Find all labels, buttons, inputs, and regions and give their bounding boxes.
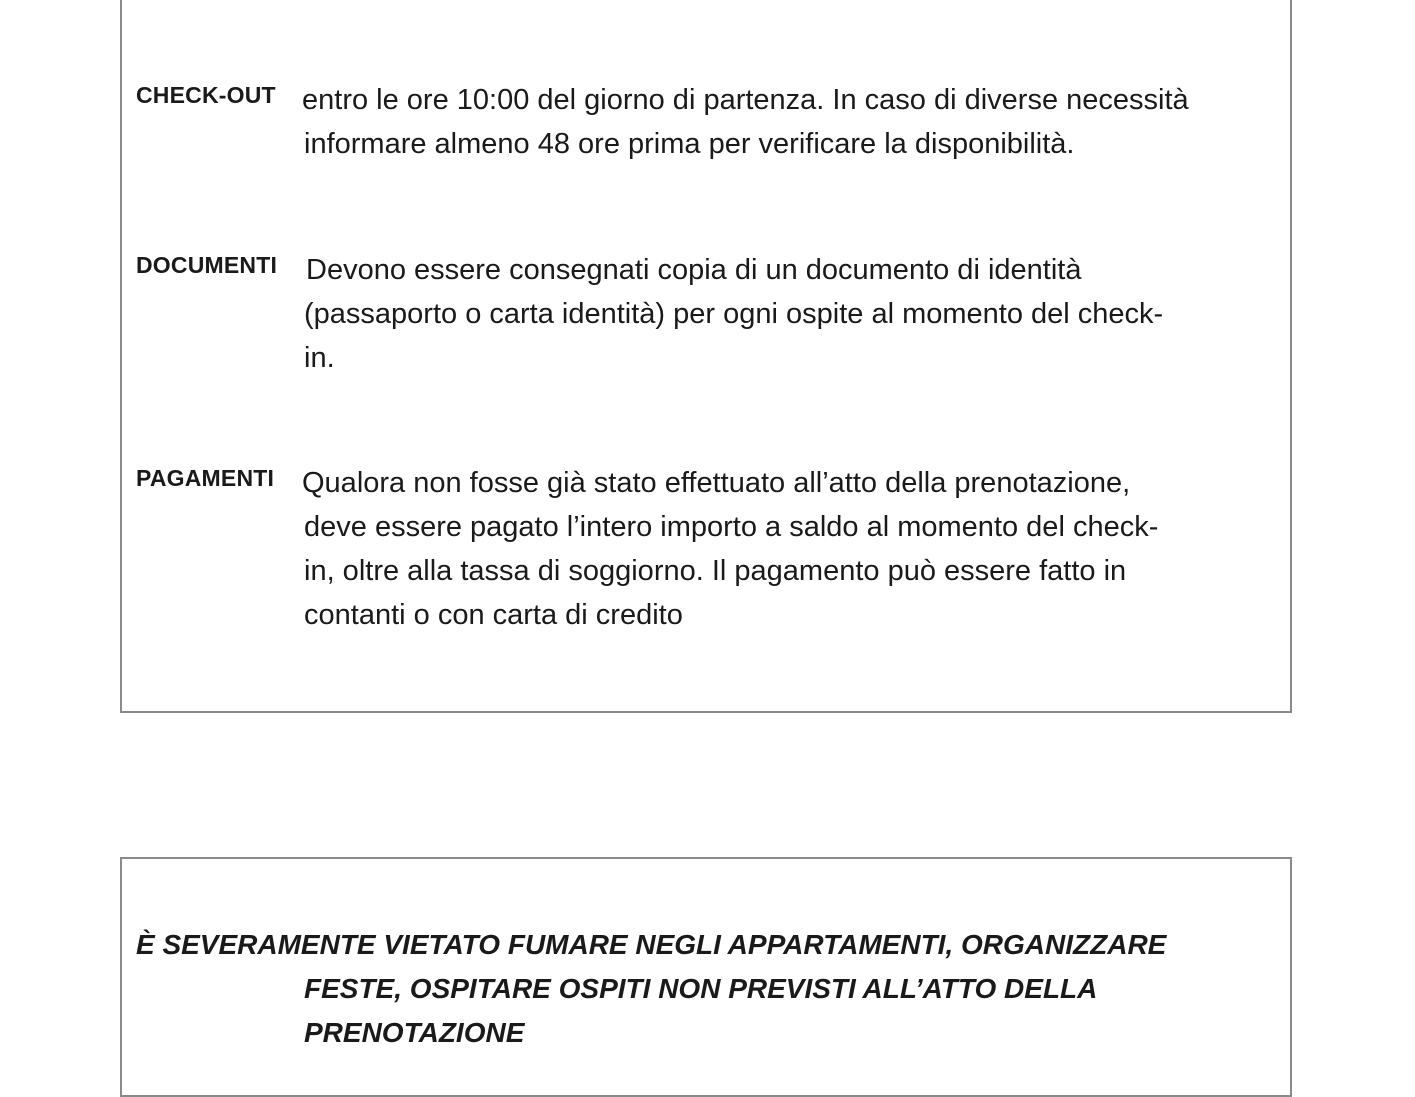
documenti-line: Devono essere consegnati copia di un documento di identità bbox=[306, 254, 1082, 286]
documenti-line: in. bbox=[304, 342, 335, 374]
pagamenti-line: Qualora non fosse già stato effettuato all’atto della prenotazione, bbox=[302, 467, 1131, 499]
pagamenti-line: deve essere pagato l’intero importo a saldo al momento del check- bbox=[304, 511, 1159, 543]
warning-line: PRENOTAZIONE bbox=[304, 1017, 525, 1048]
pagamenti-text bbox=[304, 461, 1284, 637]
documenti-line: (passaporto o carta identità) per ogni ospite al momento del check- bbox=[304, 298, 1164, 330]
warning-line: FESTE, OSPITARE OSPITI NON PREVISTI ALL’ATTO DELLA bbox=[304, 973, 1098, 1004]
documenti-label: DOCUMENTI bbox=[136, 252, 278, 278]
pagamenti-line: contanti o con carta di credito bbox=[304, 599, 683, 631]
documenti-text bbox=[304, 248, 1284, 380]
checkout-label: CHECK-OUT bbox=[136, 82, 276, 108]
warning-line: È SEVERAMENTE VIETATO FUMARE NEGLI APPARTAMENTI, ORGANIZZARE bbox=[136, 929, 1167, 960]
rules-box bbox=[120, 0, 1292, 713]
checkout-line: entro le ore 10:00 del giorno di partenza. In caso di diverse necessità bbox=[302, 84, 1189, 116]
checkout-line: informare almeno 48 ore prima per verificare la disponibilità. bbox=[304, 128, 1075, 160]
pagamenti-label: PAGAMENTI bbox=[136, 465, 275, 491]
checkout-text bbox=[304, 78, 1284, 166]
pagamenti-line: in, oltre alla tassa di soggiorno. Il pagamento può essere fatto in bbox=[304, 555, 1127, 587]
smoking-party-warning bbox=[136, 923, 1286, 1055]
warning-box bbox=[120, 857, 1292, 1097]
